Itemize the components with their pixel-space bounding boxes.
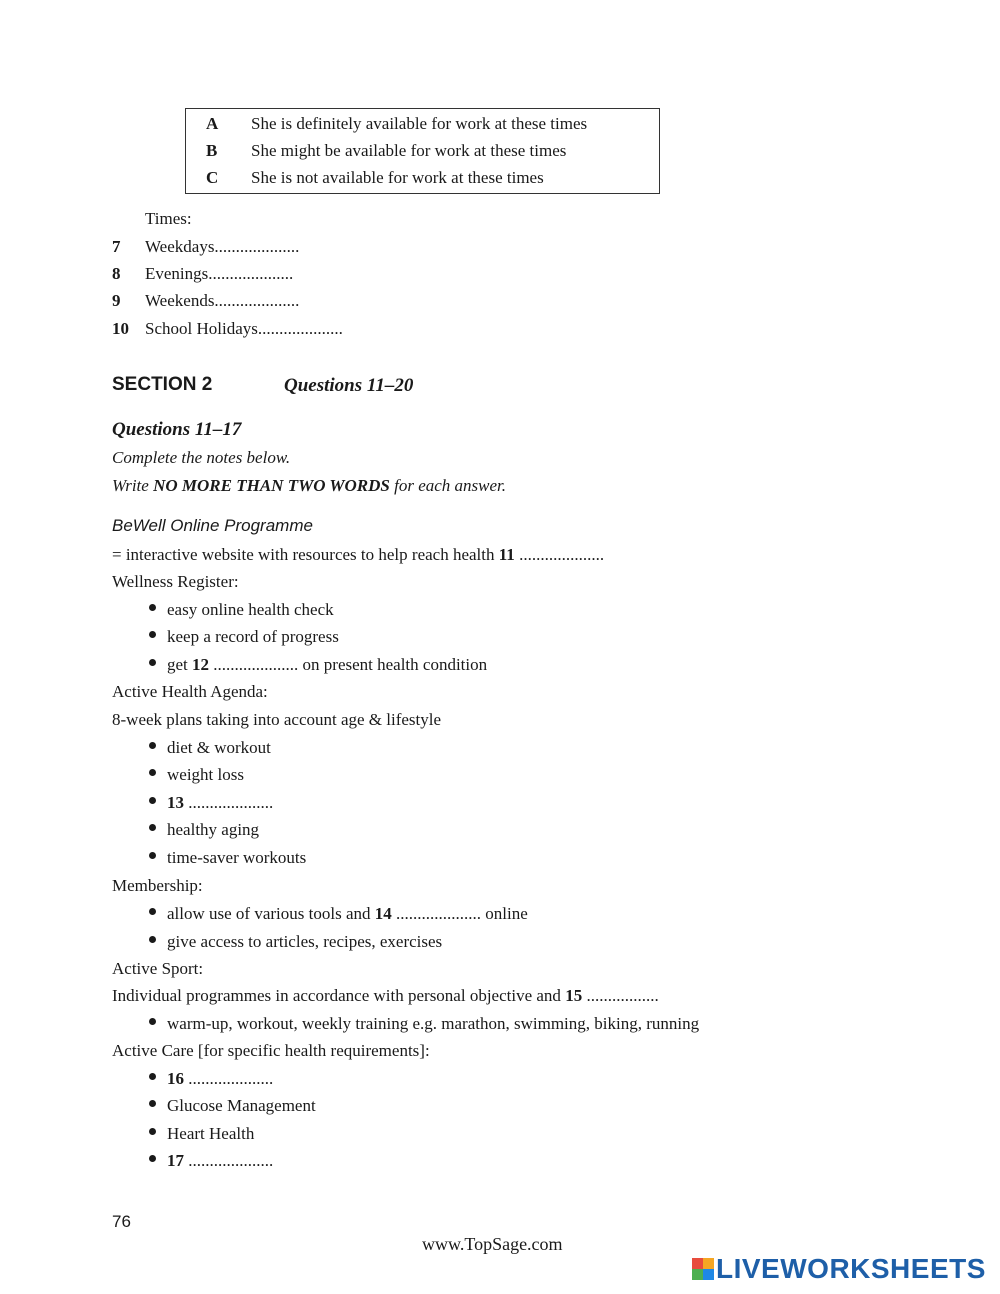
- gap-number: 17: [167, 1151, 184, 1170]
- notes-heading: Wellness Register:: [112, 572, 239, 591]
- list-item: easy online health check: [167, 600, 334, 619]
- gap-number: 12: [192, 655, 210, 674]
- gap-dots: ....................: [184, 793, 274, 812]
- liveworksheets-logo: [692, 1254, 986, 1284]
- bullet-icon: [149, 908, 156, 915]
- footer-url: www.TopSage.com: [422, 1234, 563, 1254]
- section-label: SECTION 2: [112, 374, 213, 395]
- option-letter: A: [206, 114, 219, 133]
- bullet-icon: [149, 742, 156, 749]
- list-item: [167, 655, 487, 675]
- instruction-post: for each answer.: [389, 476, 507, 495]
- subsection-title: Questions 11–17: [112, 419, 242, 440]
- bullet-icon: [149, 604, 156, 611]
- bullet-icon: [149, 936, 156, 943]
- notes-heading: Active Health Agenda:: [112, 682, 268, 701]
- gap-number: 15: [565, 986, 583, 1005]
- notes-heading: Membership:: [112, 876, 203, 895]
- list-item: give access to articles, recipes, exercises: [167, 932, 443, 951]
- list-item: time-saver workouts: [167, 848, 307, 867]
- gap-dots: .................... on present health condition: [209, 655, 488, 674]
- notes-intro: [112, 545, 604, 565]
- list-item: [167, 793, 273, 813]
- list-item: diet & workout: [167, 738, 271, 757]
- option-text: She might be available for work at these times: [251, 141, 567, 160]
- bullet-icon: [149, 1128, 156, 1135]
- notes-title: BeWell Online Programme: [112, 516, 313, 535]
- gap-dots: ....................: [184, 1151, 274, 1170]
- notes-text: Individual programmes in accordance with personal objective and: [112, 986, 566, 1005]
- list-item: healthy aging: [167, 820, 260, 839]
- liveworksheets-brand: LIVEWORKSHEETS: [716, 1253, 986, 1284]
- question-number: 7: [112, 237, 121, 256]
- gap-dots: .................: [582, 986, 659, 1005]
- question-number: 9: [112, 291, 121, 310]
- question-text: Weekdays....................: [145, 237, 300, 256]
- bullet-icon: [149, 1155, 156, 1162]
- bullet-icon: [149, 631, 156, 638]
- notes-text: = interactive website with resources to help reach health: [112, 545, 499, 564]
- option-letter: C: [206, 168, 219, 187]
- list-item: [167, 1151, 273, 1171]
- list-item: Glucose Management: [167, 1096, 316, 1115]
- option-text: She is definitely available for work at these times: [251, 114, 588, 133]
- bullet-icon: [149, 1100, 156, 1107]
- question-number: 8: [112, 264, 121, 283]
- instruction-line: [112, 476, 506, 496]
- bullet-icon: [149, 1073, 156, 1080]
- question-text: School Holidays....................: [145, 319, 343, 338]
- liveworksheets-mark-icon: [692, 1258, 714, 1280]
- mark-cell: [703, 1258, 714, 1269]
- option-text: She is not available for work at these times: [251, 168, 544, 187]
- list-item: warm-up, workout, weekly training e.g. marathon, swimming, biking, running: [167, 1014, 700, 1033]
- list-item: [167, 904, 528, 924]
- bullet-icon: [149, 769, 156, 776]
- section-questions: Questions 11–20: [284, 375, 414, 396]
- question-text: Evenings....................: [145, 264, 294, 283]
- mark-cell: [692, 1258, 703, 1269]
- list-item: weight loss: [167, 765, 244, 784]
- notes-heading: Active Sport:: [112, 959, 204, 978]
- notes-text: 8-week plans taking into account age & lifestyle: [112, 710, 442, 729]
- gap-number: 11: [498, 545, 515, 564]
- mark-cell: [703, 1269, 714, 1280]
- instruction-line: Complete the notes below.: [112, 448, 291, 467]
- instruction-pre: Write: [112, 476, 154, 495]
- gap-number: 16: [167, 1069, 184, 1088]
- question-number: 10: [112, 319, 129, 338]
- bullet-icon: [149, 1018, 156, 1025]
- gap-number: 13: [167, 793, 184, 812]
- option-letter: B: [206, 141, 218, 160]
- question-text: Weekends....................: [145, 291, 300, 310]
- page-number: 76: [112, 1212, 131, 1231]
- notes-heading: Active Care [for specific health requirements]:: [112, 1041, 430, 1060]
- gap-dots: ....................: [184, 1069, 274, 1088]
- mark-cell: [692, 1269, 703, 1280]
- options-box: [185, 108, 660, 194]
- list-item: Heart Health: [167, 1124, 255, 1143]
- bullet-icon: [149, 824, 156, 831]
- list-item: [167, 1069, 273, 1089]
- times-label: Times:: [145, 209, 192, 228]
- list-item: keep a record of progress: [167, 627, 339, 646]
- notes-text: allow use of various tools and: [167, 904, 375, 923]
- bullet-icon: [149, 797, 156, 804]
- bullet-icon: [149, 659, 156, 666]
- notes-text: get: [167, 655, 193, 674]
- gap-dots: ....................: [514, 545, 605, 564]
- bullet-icon: [149, 852, 156, 859]
- notes-text: [112, 986, 659, 1006]
- instruction-emphasis: NO MORE THAN TWO WORDS: [153, 476, 390, 495]
- gap-number: 14: [374, 904, 392, 923]
- gap-dots: .................... online: [391, 904, 528, 923]
